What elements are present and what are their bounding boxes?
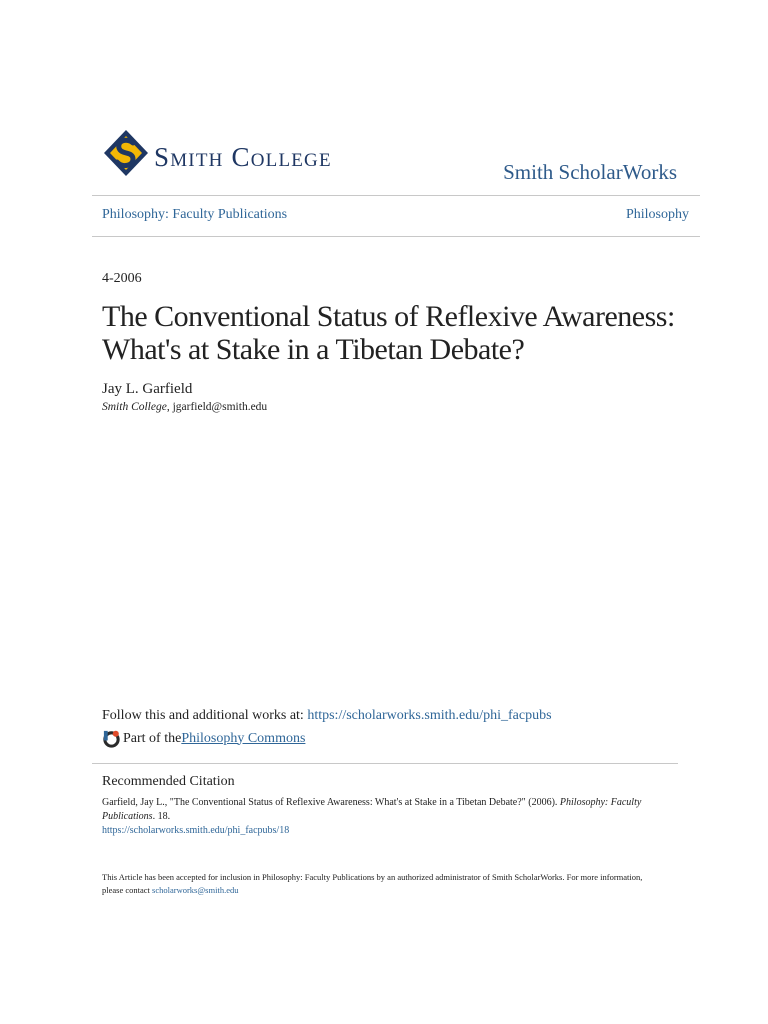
affiliation-institution: Smith College <box>102 401 167 413</box>
article-title <box>102 300 702 366</box>
author-affiliation <box>102 401 267 413</box>
bepress-commons-icon <box>102 729 121 748</box>
collection-url-link[interactable]: https://scholarworks.smith.edu/phi_facpubs <box>307 708 552 723</box>
author-name: Jay L. Garfield <box>102 381 193 397</box>
smith-college-logo <box>102 128 392 184</box>
citation-text <box>102 796 672 838</box>
college-name: Smith College <box>154 142 332 172</box>
part-of-prefix: Part of the <box>123 730 182 746</box>
smith-college-emblem-icon <box>102 128 150 178</box>
publication-date: 4-2006 <box>102 271 142 286</box>
contact-email-link[interactable]: scholarworks@smith.edu <box>152 885 239 895</box>
title-line-2: What's at Stake in a Tibetan Debate? <box>102 333 525 366</box>
header-divider-top <box>92 195 700 196</box>
follow-prefix: Follow this and additional works at: <box>102 708 308 723</box>
notice-text: This Article has been accepted for inclusion in Philosophy: Faculty Publications by an authorized administrator of Smith ScholarWorks. For more information, please contact <box>102 872 643 895</box>
department-link[interactable]: Philosophy <box>625 207 689 222</box>
inclusion-notice <box>102 871 662 897</box>
follow-line <box>102 708 552 724</box>
citation-url-link[interactable]: https://scholarworks.smith.edu/phi_facpubs/18 <box>102 825 290 836</box>
part-of-line <box>102 729 305 748</box>
recommended-citation-heading: Recommended Citation <box>102 774 235 789</box>
philosophy-commons-link[interactable]: Philosophy Commons <box>181 730 306 746</box>
affiliation-email: , jgarfield@smith.edu <box>166 401 268 413</box>
scholarworks-link[interactable]: Smith ScholarWorks <box>503 160 677 184</box>
citation-journal: Philosophy: Faculty Publications <box>102 797 642 822</box>
citation-divider <box>92 763 678 764</box>
collection-link[interactable]: Philosophy: Faculty Publications <box>102 207 288 222</box>
citation-number: . 18. <box>152 811 171 822</box>
citation-body: Garfield, Jay L., "The Conventional Status of Reflexive Awareness: What's at Stake in a Tibetan Debate?" (2006). <box>102 797 560 808</box>
title-line-1: The Conventional Status of Reflexive Awareness: <box>102 300 675 333</box>
header-divider-bottom <box>92 236 700 237</box>
